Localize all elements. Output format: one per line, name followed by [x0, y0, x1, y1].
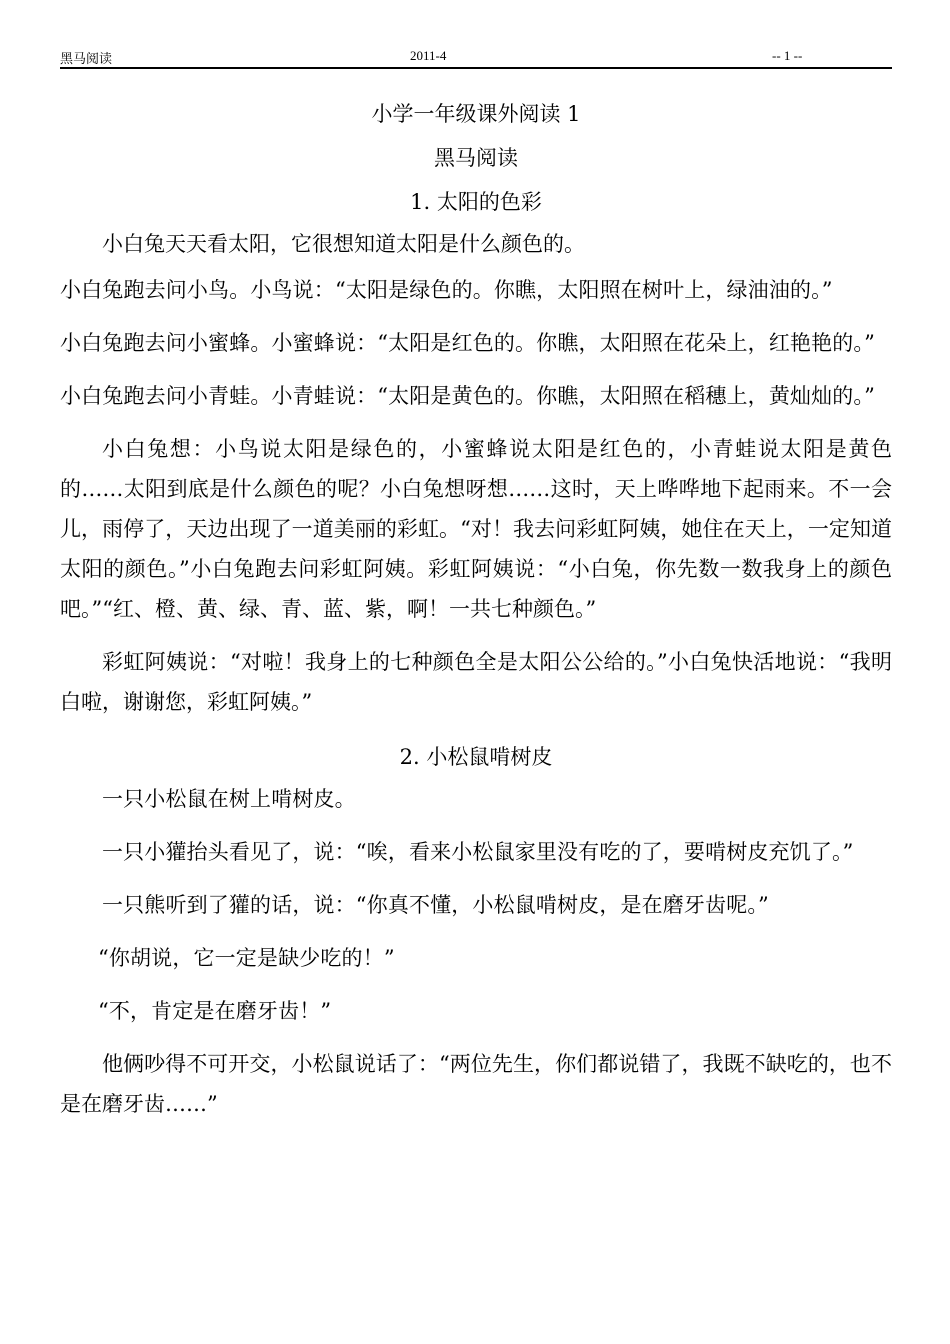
- story-2-line-2: 一只小獾抬头看见了，说：“唉，看来小松鼠家里没有吃的了，要啃树皮充饥了。”: [102, 840, 854, 864]
- story-1-line-frog: 小白兔跑去问小青蛙。小青蛙说：“太阳是黄色的。你瞧，太阳照在稻穗上，黄灿灿的。”: [60, 384, 875, 408]
- story-2-line-1: 一只小松鼠在树上啃树皮。: [102, 787, 356, 811]
- header-divider: [60, 67, 892, 69]
- header-date: 2011-4: [410, 48, 447, 63]
- header-page-number: -- 1 --: [772, 48, 803, 63]
- story-2-paragraph-1: 他俩吵得不可开交，小松鼠说话了：“两位先生，你们都说错了，我既不缺吃的，也不是在磨牙齿……”: [60, 1052, 892, 1116]
- story-1-line-bird: 小白兔跑去问小鸟。小鸟说：“太阳是绿色的。你瞧，太阳照在树叶上，绿油油的。”: [60, 278, 833, 302]
- page-header: [60, 48, 892, 68]
- story-1-paragraph-2: 小白兔想：小鸟说太阳是绿色的，小蜜蜂说太阳是红色的，小青蛙说太阳是黄色的……太阳到底是什么颜色的呢？小白兔想呀想……这时，天上哗哗地下起雨来。不一会儿，雨停了，天边出现了一道美丽的彩虹。“对！我去问彩虹阿姨，她住在天上，一定知道太阳的颜色。”小白兔跑去问彩虹阿姨。彩虹阿姨说：“小白兔，你先数一数我身上的颜色吧。”“红、橙、黄、绿、青、蓝、紫，啊！一共七种颜色。”: [60, 437, 892, 621]
- document-subtitle: 黑马阅读: [434, 146, 518, 170]
- story-1-paragraph-1: 小白兔天天看太阳，它很想知道太阳是什么颜色的。: [102, 232, 585, 256]
- story-2: [60, 735, 892, 1137]
- story-1-line-bee: 小白兔跑去问小蜜蜂。小蜜蜂说：“太阳是红色的。你瞧，太阳照在花朵上，红艳艳的。”: [60, 331, 875, 355]
- document-title: 小学一年级课外阅读 1: [371, 102, 581, 126]
- story-2-line-4: “你胡说，它一定是缺少吃的！”: [98, 946, 395, 970]
- document-body: [60, 92, 892, 1137]
- story-2-title: 2. 小松鼠啃树皮: [399, 745, 553, 769]
- story-2-line-3: 一只熊听到了獾的话，说：“你真不懂，小松鼠啃树皮，是在磨牙齿呢。”: [102, 893, 769, 917]
- story-1-title: 1. 太阳的色彩: [410, 190, 542, 214]
- header-left-text: 黑马阅读: [60, 51, 113, 66]
- story-2-line-5: “不，肯定是在磨牙齿！”: [98, 999, 332, 1023]
- story-1-paragraph-3: 彩虹阿姨说：“对啦！我身上的七种颜色全是太阳公公给的。”小白兔快活地说：“我明白啦，谢谢您，彩虹阿姨。”: [60, 650, 892, 714]
- story-1: [60, 180, 892, 735]
